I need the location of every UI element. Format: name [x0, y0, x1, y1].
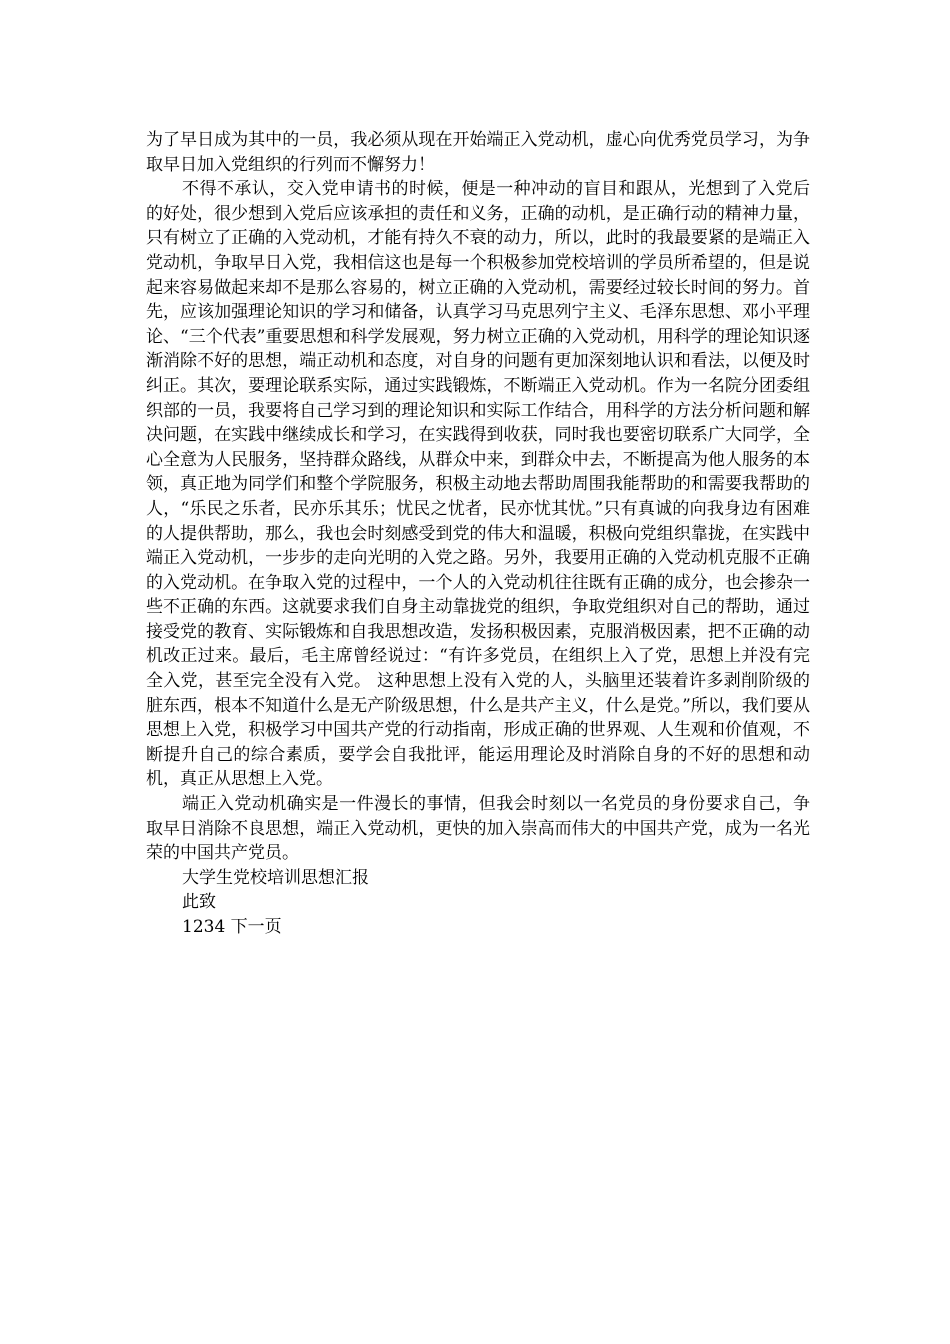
- document-body: [146, 128, 810, 940]
- closing-title: 大学生党校培训思想汇报: [182, 867, 369, 888]
- salutation: 此致: [182, 892, 216, 913]
- paragraph-1: 为了早日成为其中的一员，我必须从现在开始端正入党动机，虚心向优秀党员学习，为争取早日加入党组织的行列而不懈努力！: [146, 130, 810, 175]
- paragraph-3: 端正入党动机确实是一件漫长的事情，但我会时刻以一名党员的身份要求自己，争取早日消除不良思想，端正入党动机，更快的加入崇高而伟大的中国共产党，成为一名光荣的中国共产党员。: [146, 794, 810, 864]
- paragraph-2: 不得不承认，交入党申请书的时候，便是一种冲动的盲目和跟从，光想到了入党后的好处，很少想到入党后应该承担的责任和义务，正确的动机，是正确行动的精神力量，只有树立了正确的入党动机，才能有持久不衰的动力，所以，此时的我最要紧的是端正入党动机，争取早日入党，我相信这也是每一个积极参加党校培训的学员所希望的，但是说起来容易做起来却不是那么容易的，树立正确的入党动机，需要经过较长时间的努力。首先，应该加强理论知识的学习和储备，认真学习马克思列宁主义、毛泽东思想、邓小平理论、“三个代表”重要思想和科学发展观，努力树立正确的入党动机，用科学的理论知识逐渐消除不好的思想，端正动机和态度，对自身的问题有更加深刻地认识和看法，以便及时纠正。其次，要理论联系实际，通过实践锻炼，不断端正入党动机。作为一名院分团委组织部的一员，我要将自己学习到的理论知识和实际工作结合，用科学的方法分析问题和解决问题，在实践中继续成长和学习，在实践得到收获，同时我也要密切联系广大同学，全心全意为人民服务，坚持群众路线，从群众中来，到群众中去，不断提高为他人服务的本领，真正地为同学们和整个学院服务，积极主动地去帮助周围我能帮助的和需要我帮助的人，“乐民之乐者，民亦乐其乐；忧民之忧者，民亦忧其忧。”只有真诚的向我身边有困难的人提供帮助，那么，我也会时刻感受到党的伟大和温暖，积极向党组织靠拢，在实践中端正入党动机，一步步的走向光明的入党之路。另外，我要用正确的入党动机克服不正确的入党动机。在争取入党的过程中，一个人的入党动机往往既有正确的成分，也会掺杂一些不正确的东西。这就要求我们自身主动靠拢党的组织，争取党组织对自己的帮助，通过接受党的教育、实际锻炼和自我思想改造，发扬积极因素，克服消极因素，把不正确的动机改正过来。最后，毛主席曾经说过：“有许多党员，在组织上入了党，思想上并没有完全入党，甚至完全没有入党。 这种思想上没有入党的人，头脑里还装着许多剥削阶级的脏东西，根本不知道什么是无产阶级思想，什么是共产主义，什么是党。”所以，我们要从思想上入党，积极学习中国共产党的行动指南，形成正确的世界观、人生观和价值观，不断提升自己的综合素质，要学会自我批评，能运用理论及时消除自身的不好的思想和动机，真正从思想上入党。: [146, 179, 810, 790]
- pagination-text[interactable]: 1234 下一页: [182, 917, 282, 937]
